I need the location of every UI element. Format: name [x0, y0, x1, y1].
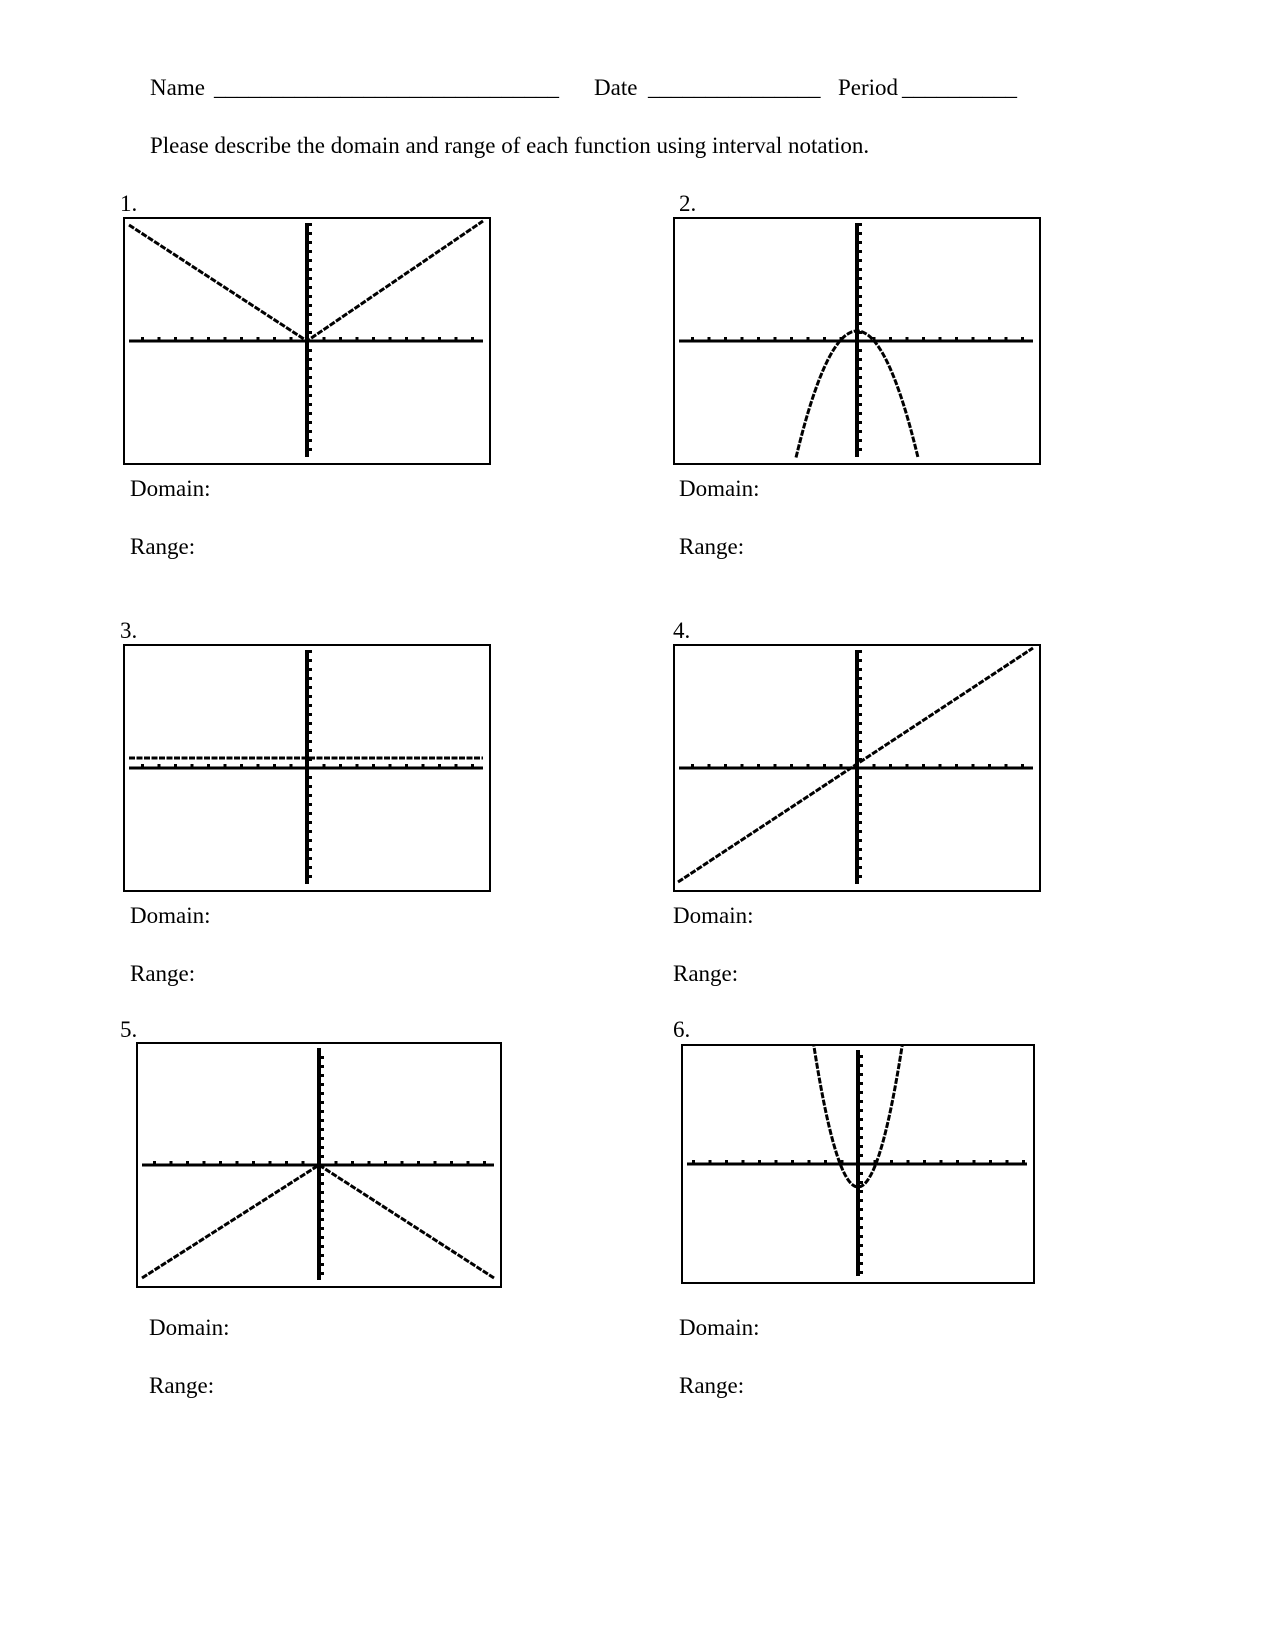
graph-1	[123, 217, 491, 465]
problem-number: 4.	[673, 618, 691, 643]
domain-label: Domain:	[679, 476, 760, 501]
domain-label: Domain:	[679, 1315, 760, 1340]
range-label: Range:	[679, 1373, 745, 1398]
name-label: Name	[150, 75, 205, 100]
graph-6	[681, 1044, 1035, 1284]
domain-label: Domain:	[130, 476, 211, 501]
date-label: Date	[594, 75, 638, 100]
problem-number: 5.	[120, 1017, 138, 1042]
graph-screen	[681, 1044, 1035, 1284]
graph-screen	[136, 1042, 502, 1288]
graph-5	[136, 1042, 502, 1288]
domain-label: Domain:	[149, 1315, 230, 1340]
problem-number: 2.	[679, 191, 697, 216]
range-label: Range:	[130, 961, 196, 986]
date-blank[interactable]: _______________	[648, 75, 821, 100]
range-label: Range:	[679, 534, 745, 559]
range-label: Range:	[673, 961, 739, 986]
instructions: Please describe the domain and range of each function using interval notation.	[150, 133, 870, 158]
problem-number: 1.	[120, 191, 138, 216]
graph-3	[123, 644, 491, 892]
name-blank[interactable]: ______________________________	[214, 75, 559, 100]
range-label: Range:	[130, 534, 196, 559]
graph-screen	[123, 217, 491, 465]
graph-screen	[673, 644, 1041, 892]
graph-4	[673, 644, 1041, 892]
problem-number: 6.	[673, 1017, 691, 1042]
graph-2	[673, 217, 1041, 465]
problem-number: 3.	[120, 618, 138, 643]
range-label: Range:	[149, 1373, 215, 1398]
graph-screen	[673, 217, 1041, 465]
domain-label: Domain:	[130, 903, 211, 928]
graph-screen	[123, 644, 491, 892]
domain-label: Domain:	[673, 903, 754, 928]
period-label: Period	[838, 75, 899, 100]
period-blank[interactable]: __________	[902, 75, 1017, 100]
